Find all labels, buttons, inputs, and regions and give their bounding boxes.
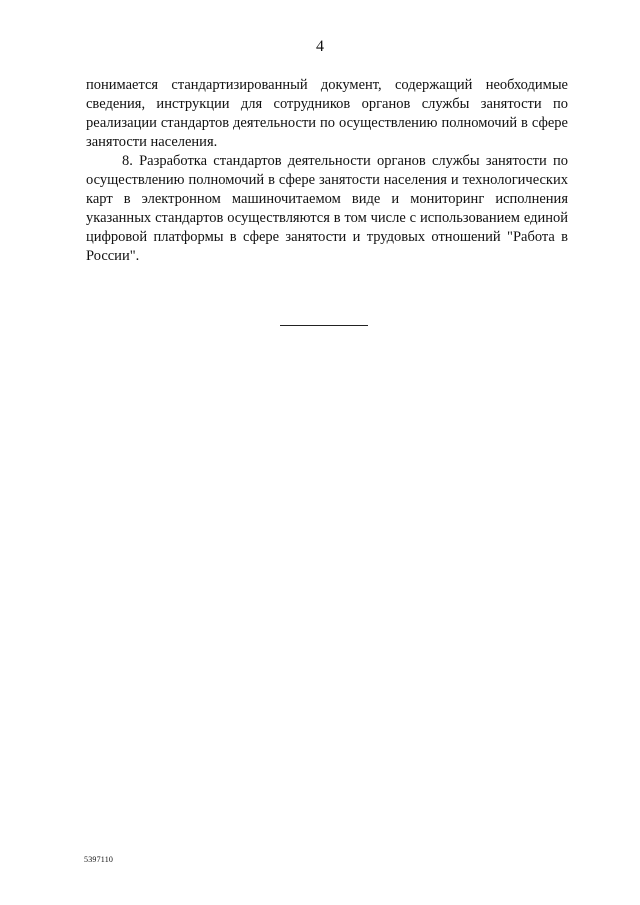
paragraph-item-8: 8. Разработка стандартов деятельности органов службы занятости по осуществлению полномочий в сфере занятости населения и технологических карт в электронном машиночитаемом виде и мониторинг исполнения указанных стандартов осуществляются в том числе с использованием единой цифровой платформы в сфере занятости и трудовых отношений "Работа в России". [86, 153, 568, 264]
paragraph-continuation: понимается стандартизированный документ, содержащий необходимые сведения, инструкции для сотрудников органов службы занятости по реализации стандартов деятельности по осуществлению полномочий в сфере занятости населения. [86, 77, 568, 150]
document-code: 5397110 [84, 855, 114, 864]
page-number: 4 [316, 38, 324, 55]
document-body [86, 76, 568, 266]
end-separator-line [280, 325, 368, 326]
